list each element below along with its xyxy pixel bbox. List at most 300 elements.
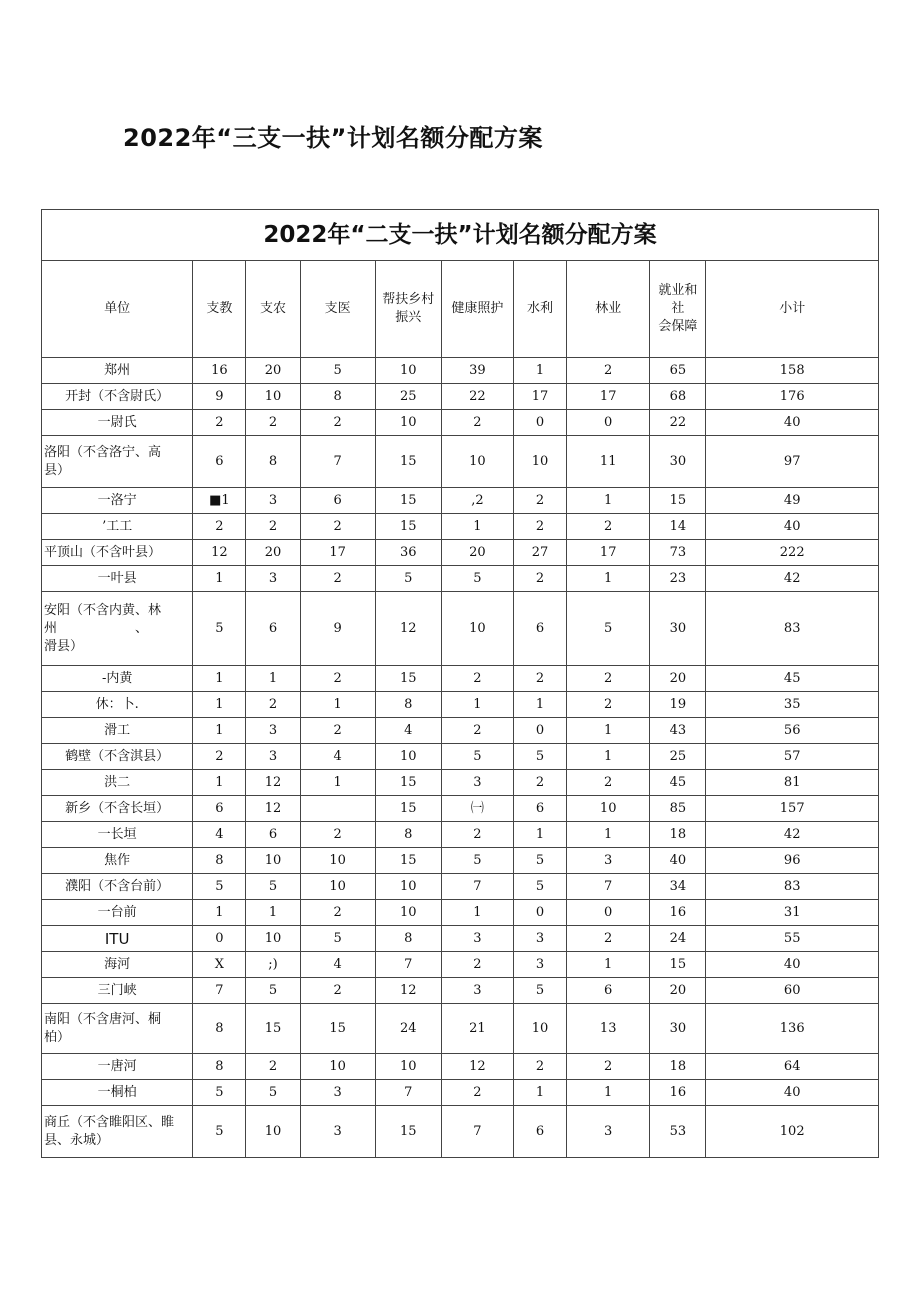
value-cell: 21 [441, 1004, 513, 1054]
value-cell: 2 [300, 514, 375, 540]
header-jiuye: 就业和 社 会保障 [650, 261, 706, 358]
value-cell: 6 [193, 436, 246, 488]
unit-cell: 休：卜. [42, 692, 193, 718]
value-cell: 10 [514, 1004, 567, 1054]
value-cell: 10 [300, 874, 375, 900]
value-cell: 6 [246, 822, 300, 848]
value-cell: 11 [567, 436, 650, 488]
value-cell: 10 [375, 410, 441, 436]
value-cell: 5 [193, 1106, 246, 1158]
value-cell: 20 [246, 540, 300, 566]
value-cell: 15 [375, 848, 441, 874]
value-cell: 3 [246, 718, 300, 744]
value-cell: 15 [375, 770, 441, 796]
value-cell: 4 [375, 718, 441, 744]
value-cell: 5 [300, 926, 375, 952]
value-cell: 5 [193, 874, 246, 900]
value-cell: 1 [514, 692, 567, 718]
value-cell: 2 [567, 770, 650, 796]
value-cell: 40 [650, 848, 706, 874]
value-cell: 15 [375, 488, 441, 514]
table-row [42, 358, 879, 384]
table-row [42, 926, 879, 952]
value-cell: ㈠ [441, 796, 513, 822]
value-cell: 1 [567, 718, 650, 744]
value-cell: 8 [300, 384, 375, 410]
value-cell: 17 [567, 540, 650, 566]
unit-cell: 洛阳（不含洛宁、高 县） [42, 436, 193, 488]
value-cell: 0 [514, 410, 567, 436]
value-cell: 17 [300, 540, 375, 566]
value-cell: 3 [441, 770, 513, 796]
value-cell: 1 [514, 822, 567, 848]
value-cell: 25 [375, 384, 441, 410]
value-cell: 2 [514, 1054, 567, 1080]
value-cell: 3 [246, 744, 300, 770]
value-cell: 1 [246, 666, 300, 692]
value-cell: 83 [706, 874, 879, 900]
table-row [42, 822, 879, 848]
header-zhinong: 支农 [246, 261, 300, 358]
value-cell: 40 [706, 410, 879, 436]
table-title: 2022年“二支一扶”计划名额分配方案 [42, 210, 879, 261]
value-cell: 10 [375, 900, 441, 926]
table-row [42, 566, 879, 592]
value-cell: 24 [375, 1004, 441, 1054]
value-cell: 22 [650, 410, 706, 436]
header-zhijiao: 支教 [193, 261, 246, 358]
value-cell: 20 [441, 540, 513, 566]
value-cell: 7 [441, 1106, 513, 1158]
value-cell: 12 [193, 540, 246, 566]
value-cell: 34 [650, 874, 706, 900]
value-cell: 12 [375, 978, 441, 1004]
value-cell: 10 [375, 1054, 441, 1080]
value-cell: 30 [650, 1004, 706, 1054]
unit-cell: 商丘（不含睢阳区、睢 县、永城） [42, 1106, 193, 1158]
value-cell: 0 [514, 718, 567, 744]
value-cell: 3 [441, 926, 513, 952]
unit-cell: 鹤壁（不含淇县） [42, 744, 193, 770]
value-cell: 20 [650, 666, 706, 692]
value-cell: 97 [706, 436, 879, 488]
value-cell: 68 [650, 384, 706, 410]
header-jiankang: 健康照护 [441, 261, 513, 358]
value-cell: 43 [650, 718, 706, 744]
value-cell [300, 796, 375, 822]
value-cell: 55 [706, 926, 879, 952]
value-cell: 9 [300, 592, 375, 666]
value-cell: 3 [246, 566, 300, 592]
value-cell: 136 [706, 1004, 879, 1054]
value-cell: 7 [300, 436, 375, 488]
value-cell: 45 [650, 770, 706, 796]
value-cell: 1 [567, 744, 650, 770]
header-zhiyi: 支医 [300, 261, 375, 358]
value-cell: 25 [650, 744, 706, 770]
value-cell: 8 [375, 822, 441, 848]
value-cell: 17 [514, 384, 567, 410]
value-cell: 96 [706, 848, 879, 874]
value-cell: 5 [514, 744, 567, 770]
value-cell: 1 [567, 1080, 650, 1106]
unit-cell: ’工工 [42, 514, 193, 540]
value-cell: 15 [246, 1004, 300, 1054]
value-cell: 53 [650, 1106, 706, 1158]
value-cell: 22 [441, 384, 513, 410]
value-cell: 8 [375, 926, 441, 952]
value-cell: 10 [567, 796, 650, 822]
value-cell: 2 [441, 1080, 513, 1106]
value-cell: 49 [706, 488, 879, 514]
value-cell: 0 [514, 900, 567, 926]
value-cell: 20 [246, 358, 300, 384]
value-cell: 8 [375, 692, 441, 718]
value-cell: 12 [246, 770, 300, 796]
value-cell: 5 [514, 978, 567, 1004]
unit-cell: 一长垣 [42, 822, 193, 848]
value-cell: 40 [706, 514, 879, 540]
value-cell: 1 [193, 770, 246, 796]
value-cell: 35 [706, 692, 879, 718]
value-cell: 3 [567, 848, 650, 874]
table-row [42, 1106, 879, 1158]
value-cell: 19 [650, 692, 706, 718]
value-cell: 15 [650, 952, 706, 978]
value-cell: 2 [567, 358, 650, 384]
table-row [42, 900, 879, 926]
value-cell: 40 [706, 1080, 879, 1106]
value-cell: 1 [193, 566, 246, 592]
value-cell: 2 [300, 566, 375, 592]
table-row [42, 488, 879, 514]
value-cell: 40 [706, 952, 879, 978]
value-cell: 15 [375, 796, 441, 822]
table-row [42, 592, 879, 666]
table-row [42, 540, 879, 566]
value-cell: 2 [246, 692, 300, 718]
value-cell: 2 [567, 926, 650, 952]
value-cell: 2 [567, 692, 650, 718]
value-cell: 3 [514, 952, 567, 978]
value-cell: 158 [706, 358, 879, 384]
value-cell: 8 [246, 436, 300, 488]
value-cell: 1 [441, 900, 513, 926]
value-cell: 1 [441, 514, 513, 540]
value-cell: 27 [514, 540, 567, 566]
value-cell: 12 [441, 1054, 513, 1080]
value-cell: 15 [650, 488, 706, 514]
value-cell: 2 [567, 514, 650, 540]
value-cell: 5 [246, 874, 300, 900]
value-cell: 36 [375, 540, 441, 566]
value-cell: 8 [193, 1054, 246, 1080]
header-bangfu: 帮扶乡村 振兴 [375, 261, 441, 358]
value-cell: 30 [650, 592, 706, 666]
value-cell: 2 [193, 744, 246, 770]
value-cell: 2 [441, 410, 513, 436]
value-cell: 10 [441, 436, 513, 488]
value-cell: 5 [300, 358, 375, 384]
value-cell: 1 [300, 770, 375, 796]
value-cell: 5 [193, 592, 246, 666]
value-cell: 3 [300, 1106, 375, 1158]
header-linye: 林业 [567, 261, 650, 358]
value-cell: 18 [650, 1054, 706, 1080]
value-cell: 2 [300, 718, 375, 744]
value-cell: ;) [246, 952, 300, 978]
value-cell: 1 [193, 692, 246, 718]
value-cell: 102 [706, 1106, 879, 1158]
value-cell: 2 [514, 514, 567, 540]
unit-cell: 安阳（不含内黄、林 州 、 滑县） [42, 592, 193, 666]
value-cell: 6 [567, 978, 650, 1004]
value-cell: 7 [375, 952, 441, 978]
value-cell: 1 [246, 900, 300, 926]
quota-allocation-table [41, 209, 879, 1158]
value-cell: 10 [300, 1054, 375, 1080]
value-cell: 222 [706, 540, 879, 566]
value-cell: 1 [193, 900, 246, 926]
value-cell: 15 [300, 1004, 375, 1054]
value-cell: 2 [193, 410, 246, 436]
unit-cell: 濮阳（不含台前） [42, 874, 193, 900]
value-cell: 4 [300, 952, 375, 978]
value-cell: 2 [300, 978, 375, 1004]
table-row [42, 514, 879, 540]
value-cell: 0 [567, 900, 650, 926]
value-cell: 39 [441, 358, 513, 384]
value-cell: 73 [650, 540, 706, 566]
value-cell: 6 [514, 1106, 567, 1158]
table-row [42, 770, 879, 796]
unit-cell: 一桐柏 [42, 1080, 193, 1106]
value-cell: ,2 [441, 488, 513, 514]
value-cell: 3 [514, 926, 567, 952]
value-cell: 3 [567, 1106, 650, 1158]
value-cell: 5 [514, 848, 567, 874]
value-cell: 2 [300, 410, 375, 436]
value-cell: 0 [567, 410, 650, 436]
value-cell: 5 [246, 1080, 300, 1106]
value-cell: 1 [514, 358, 567, 384]
value-cell: 4 [193, 822, 246, 848]
value-cell: 56 [706, 718, 879, 744]
value-cell: 1 [193, 666, 246, 692]
value-cell: 5 [246, 978, 300, 1004]
unit-cell: 一叶县 [42, 566, 193, 592]
value-cell: 15 [375, 514, 441, 540]
unit-cell: 焦作 [42, 848, 193, 874]
value-cell: 176 [706, 384, 879, 410]
value-cell: 15 [375, 436, 441, 488]
table-row [42, 436, 879, 488]
table-row [42, 384, 879, 410]
value-cell: 8 [193, 848, 246, 874]
unit-cell: 滑工 [42, 718, 193, 744]
value-cell: 157 [706, 796, 879, 822]
value-cell: X [193, 952, 246, 978]
table-row [42, 718, 879, 744]
value-cell: 2 [441, 666, 513, 692]
value-cell: 5 [441, 848, 513, 874]
value-cell: 2 [514, 770, 567, 796]
value-cell: 16 [650, 1080, 706, 1106]
table-row [42, 744, 879, 770]
table-row [42, 874, 879, 900]
value-cell: 57 [706, 744, 879, 770]
value-cell: 1 [567, 822, 650, 848]
value-cell: 5 [193, 1080, 246, 1106]
value-cell: 23 [650, 566, 706, 592]
value-cell: 16 [193, 358, 246, 384]
value-cell: 6 [246, 592, 300, 666]
header-unit: 单位 [42, 261, 193, 358]
value-cell: 24 [650, 926, 706, 952]
value-cell: 5 [514, 874, 567, 900]
table-row [42, 978, 879, 1004]
value-cell: 15 [375, 666, 441, 692]
value-cell: 3 [300, 1080, 375, 1106]
value-cell: 2 [567, 1054, 650, 1080]
table-row [42, 1080, 879, 1106]
value-cell: 31 [706, 900, 879, 926]
value-cell: 13 [567, 1004, 650, 1054]
value-cell: 3 [441, 978, 513, 1004]
value-cell: 1 [193, 718, 246, 744]
value-cell: 83 [706, 592, 879, 666]
header-row [42, 261, 879, 358]
value-cell: 7 [375, 1080, 441, 1106]
unit-cell: 平顶山（不含叶县） [42, 540, 193, 566]
value-cell: 10 [246, 384, 300, 410]
value-cell: 3 [246, 488, 300, 514]
value-cell: 1 [567, 566, 650, 592]
value-cell: 2 [246, 514, 300, 540]
value-cell: 81 [706, 770, 879, 796]
value-cell: 15 [375, 1106, 441, 1158]
value-cell: 5 [567, 592, 650, 666]
value-cell: 14 [650, 514, 706, 540]
value-cell: 2 [441, 822, 513, 848]
document-title: 2022年“三支一扶”计划名额分配方案 [123, 124, 543, 152]
value-cell: 0 [193, 926, 246, 952]
value-cell: 2 [246, 410, 300, 436]
value-cell: 10 [300, 848, 375, 874]
unit-cell: 郑州 [42, 358, 193, 384]
value-cell: 2 [300, 666, 375, 692]
value-cell: 2 [193, 514, 246, 540]
value-cell: 10 [375, 744, 441, 770]
value-cell: 9 [193, 384, 246, 410]
value-cell: 12 [246, 796, 300, 822]
value-cell: 5 [441, 566, 513, 592]
value-cell: 6 [514, 796, 567, 822]
value-cell: 6 [193, 796, 246, 822]
value-cell: 6 [514, 592, 567, 666]
value-cell: 85 [650, 796, 706, 822]
value-cell: 20 [650, 978, 706, 1004]
table-row [42, 692, 879, 718]
value-cell: 45 [706, 666, 879, 692]
value-cell: 6 [300, 488, 375, 514]
table-row [42, 1054, 879, 1080]
table-row [42, 1004, 879, 1054]
table-row [42, 796, 879, 822]
value-cell: 2 [567, 666, 650, 692]
value-cell: 10 [514, 436, 567, 488]
unit-cell: 一台前 [42, 900, 193, 926]
value-cell: 2 [514, 488, 567, 514]
value-cell: 10 [441, 592, 513, 666]
value-cell: 5 [375, 566, 441, 592]
value-cell: 10 [246, 1106, 300, 1158]
value-cell: 18 [650, 822, 706, 848]
value-cell: 65 [650, 358, 706, 384]
unit-cell: 洪二 [42, 770, 193, 796]
header-xiaoji: 小计 [706, 261, 879, 358]
table-row [42, 410, 879, 436]
table-row [42, 666, 879, 692]
value-cell: 42 [706, 822, 879, 848]
unit-cell: 一尉氏 [42, 410, 193, 436]
value-cell: 7 [193, 978, 246, 1004]
value-cell: 10 [246, 848, 300, 874]
value-cell: 1 [441, 692, 513, 718]
unit-cell: 海河 [42, 952, 193, 978]
value-cell: 64 [706, 1054, 879, 1080]
value-cell: 8 [193, 1004, 246, 1054]
value-cell: 2 [300, 822, 375, 848]
value-cell: 2 [514, 666, 567, 692]
value-cell: 30 [650, 436, 706, 488]
value-cell: 42 [706, 566, 879, 592]
table-row [42, 952, 879, 978]
unit-cell: -内黄 [42, 666, 193, 692]
value-cell: 1 [300, 692, 375, 718]
value-cell: 17 [567, 384, 650, 410]
unit-cell: 一唐河 [42, 1054, 193, 1080]
value-cell: 1 [567, 488, 650, 514]
unit-cell: 开封（不含尉氏） [42, 384, 193, 410]
value-cell: 7 [441, 874, 513, 900]
value-cell: 5 [441, 744, 513, 770]
value-cell: 16 [650, 900, 706, 926]
value-cell: 10 [375, 358, 441, 384]
value-cell: 2 [514, 566, 567, 592]
value-cell: 60 [706, 978, 879, 1004]
unit-cell: 一洛宁 [42, 488, 193, 514]
value-cell: 10 [375, 874, 441, 900]
value-cell: 2 [246, 1054, 300, 1080]
value-cell: 1 [567, 952, 650, 978]
unit-cell: ITU [42, 926, 193, 952]
table-row [42, 848, 879, 874]
value-cell: ■1 [193, 488, 246, 514]
value-cell: 1 [514, 1080, 567, 1106]
value-cell: 4 [300, 744, 375, 770]
value-cell: 10 [246, 926, 300, 952]
value-cell: 2 [441, 952, 513, 978]
value-cell: 12 [375, 592, 441, 666]
unit-cell: 南阳（不含唐河、桐 柏） [42, 1004, 193, 1054]
value-cell: 7 [567, 874, 650, 900]
value-cell: 2 [441, 718, 513, 744]
unit-cell: 新乡（不含长垣） [42, 796, 193, 822]
value-cell: 2 [300, 900, 375, 926]
unit-cell: 三门峡 [42, 978, 193, 1004]
header-shuili: 水利 [514, 261, 567, 358]
